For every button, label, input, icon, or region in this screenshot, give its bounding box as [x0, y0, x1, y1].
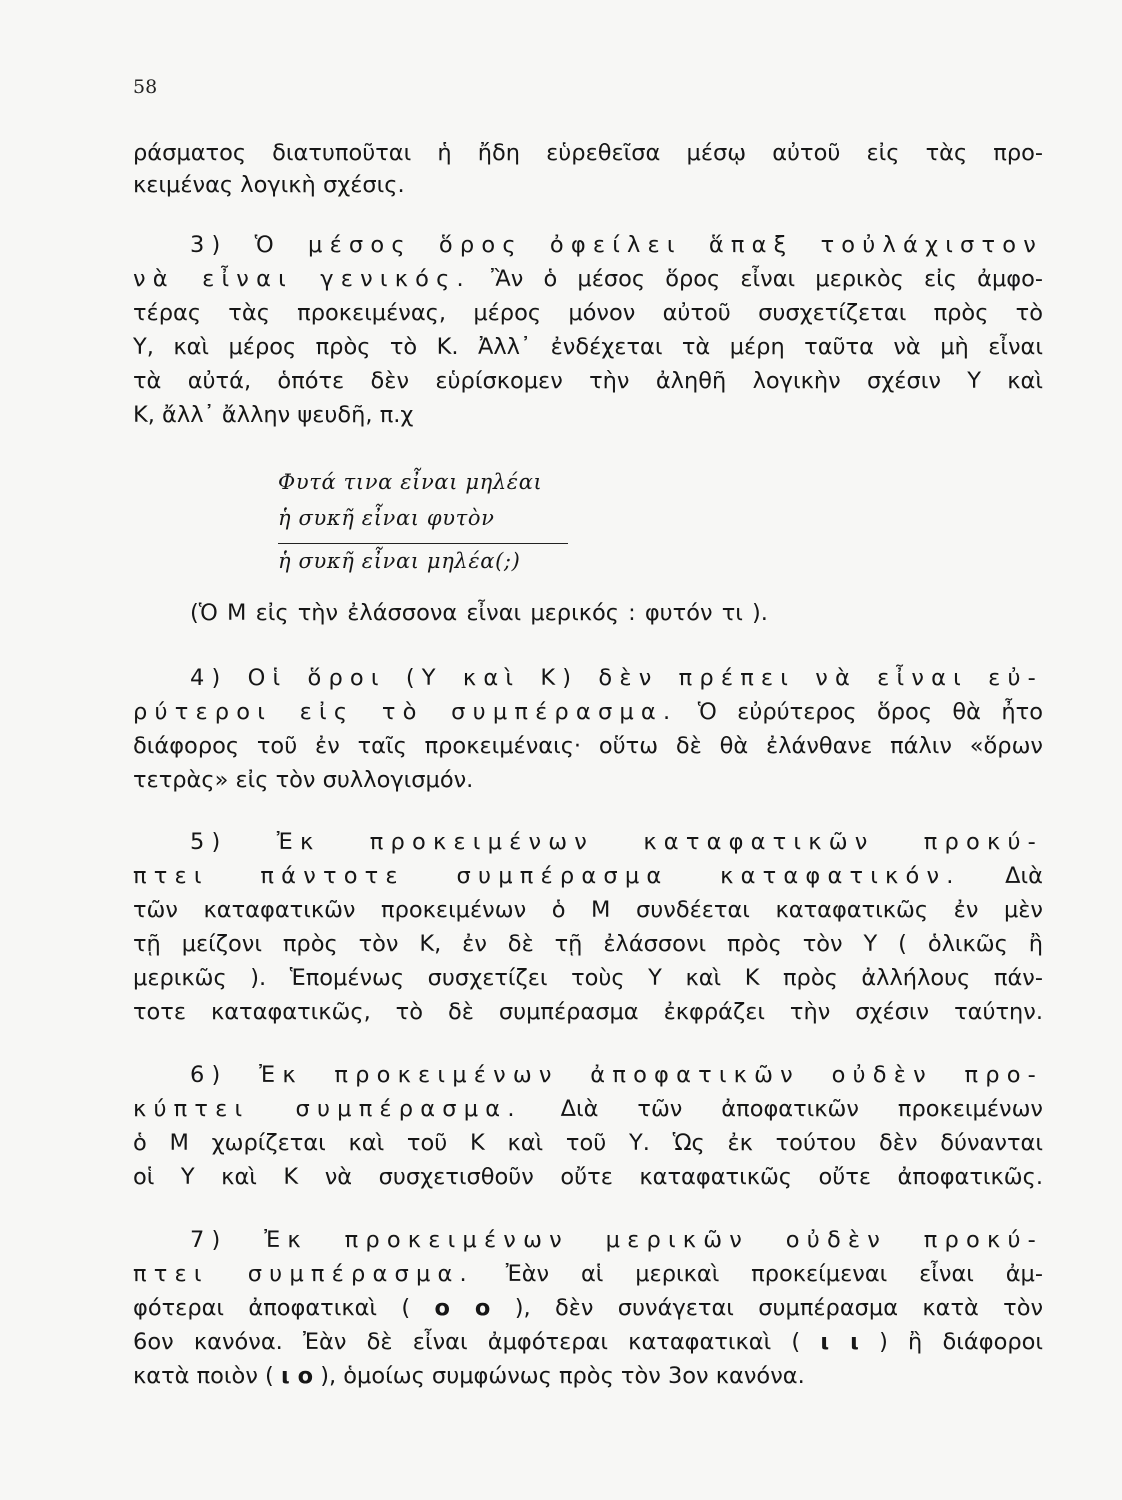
rule-4-heading-text: 4) Οἱ ὅροι (Υ καὶ Κ) δὲν πρέπει νὰ εἶναι εὐ-: [190, 665, 1043, 691]
rule-6-text: Διὰ τῶν ἀποφατικῶν προκειμένων: [521, 1096, 1043, 1122]
rule-6-heading-cont: κύπτει συμπέρασμα.: [133, 1096, 522, 1122]
rule-3-heading-text: 3) Ὁ μέσος ὅρος ὀφείλει ἅπαξ τοὐλάχιστον: [190, 232, 1043, 258]
text-line: τὰ αὐτά, ὁπότε δὲν εὑρίσκομεν τὴν ἀληθῆ λογικὴν σχέσιν Υ καὶ: [133, 368, 1043, 394]
rule-7-heading-text: 7) Ἐκ προκειμένων μερικῶν οὐδὲν προκύ-: [190, 1227, 1043, 1253]
example-divider: [278, 543, 568, 544]
rule-5-heading-text: 5) Ἐκ προκειμένων καταφατικῶν προκύ-: [190, 829, 1043, 855]
text-line: μερικῶς ). Ἑπομένως συσχετίζει τοὺς Υ καὶ Κ πρὸς ἀλλήλους πάν-: [133, 965, 1043, 991]
text-line: κειμένας λογικὴ σχέσις.: [133, 172, 405, 198]
example-premise-major: Φυτά τινα εἶναι μηλέαι: [278, 470, 543, 494]
text-line: διάφορος τοῦ ἐν ταῖς προκειμέναις· οὕτω δὲ θὰ ἐλάνθανε πάλιν «ὅρων: [133, 733, 1043, 759]
text-line: [133, 1326, 1043, 1358]
text-line: [133, 1292, 1043, 1324]
example-note: (Ὁ Μ εἰς τὴν ἐλάσσονα εἶναι μερικός : φυτόν τι ).: [190, 600, 768, 626]
text-line: τῇ μείζονι πρὸς τὸν Κ, ἐν δὲ τῇ ἐλάσσονι πρὸς τὸν Υ ( ὁλικῶς ἢ: [133, 931, 1043, 957]
text-line: τέρας τὰς προκειμένας, μέρος μόνον αὐτοῦ συσχετίζεται πρὸς τὸ: [133, 300, 1043, 326]
rule-7-text-g: ), ὁμοίως συμφώνως πρὸς τὸν 3ον κανόνα.: [320, 1363, 805, 1389]
text-line: [133, 1258, 1043, 1290]
rule-7-symbol-io: ι ο: [280, 1363, 314, 1389]
rule-4-heading-cont: ρύτεροι εἰς τὸ συμπέρασμα.: [133, 699, 678, 725]
rule-3-heading-cont: νὰ εἶναι γενικός.: [133, 266, 471, 292]
rule-7-text-f: κατὰ ποιὸν (: [133, 1363, 274, 1389]
rule-7-text: Ἐὰν αἱ μερικαὶ προκείμεναι εἶναι ἀμ-: [473, 1261, 1043, 1287]
rule-6-heading-text: 6) Ἐκ προκειμένων ἀποφατικῶν οὐδὲν προ-: [190, 1062, 1043, 1088]
text-line: ὁ Μ χωρίζεται καὶ τοῦ Κ καὶ τοῦ Υ. Ὡς ἐκ τούτου δὲν δύνανται: [133, 1130, 1043, 1156]
rule-4-text: Ὁ εὐρύτερος ὅρος θὰ ἦτο: [677, 699, 1043, 725]
text-line: τετρὰς» εἰς τὸν συλλογισμόν.: [133, 767, 474, 793]
text-line: Κ, ἄλλ᾽ ἄλλην ψευδῆ, π.χ: [133, 402, 414, 428]
rule-3-text: Ἂν ὁ μέσος ὅρος εἶναι μερικὸς εἰς ἀμφο-: [470, 266, 1044, 292]
rule-7-symbol-ii: ι ι: [820, 1329, 859, 1355]
rule-7-heading: [133, 1224, 1043, 1256]
example-premise-minor: ἡ συκῆ εἶναι φυτὸν: [278, 506, 495, 530]
text-line: [133, 1360, 1043, 1392]
text-line: [133, 1093, 1043, 1125]
text-line: [133, 860, 1043, 892]
text-line: Υ, καὶ μέρος πρὸς τὸ Κ. Ἀλλ᾽ ἐνδέχεται τὰ μέρη ταῦτα νὰ μὴ εἶναι: [133, 334, 1043, 360]
rule-7-text-a: φότεραι ἀποφατικαὶ (: [133, 1295, 411, 1321]
rule-5-text: Διὰ: [960, 863, 1043, 889]
rule-7-symbol-oo: ο ο: [434, 1295, 491, 1321]
rule-7-text-e: ) ἢ διάφοροι: [879, 1329, 1044, 1355]
rule-7-text-c: ), δὲν συνάγεται συμπέρασμα κατὰ τὸν: [514, 1295, 1044, 1321]
text-line: [133, 696, 1043, 728]
text-line: [133, 263, 1043, 295]
rule-5-heading: [133, 826, 1043, 858]
rule-3-heading: [133, 229, 1043, 261]
text-line: οἱ Υ καὶ Κ νὰ συσχετισθοῦν οὔτε καταφατικῶς οὔτε ἀποφατικῶς.: [133, 1164, 1043, 1190]
page-number: 58: [133, 76, 158, 98]
text-line: τῶν καταφατικῶν προκειμένων ὁ Μ συνδέεται καταφατικῶς ἐν μὲν: [133, 897, 1043, 923]
rule-7-heading-cont: πτει συμπέρασμα.: [133, 1261, 474, 1287]
example-conclusion: ἡ συκῆ εἶναι μηλέα(;): [278, 549, 521, 573]
text-line: τοτε καταφατικῶς, τὸ δὲ συμπέρασμα ἐκφράζει τὴν σχέσιν ταύτην.: [133, 999, 1043, 1025]
rule-6-heading: [133, 1059, 1043, 1091]
rule-7-text-d: 6ον κανόνα. Ἐὰν δὲ εἶναι ἀμφότεραι καταφατικαὶ (: [133, 1329, 801, 1355]
rule-5-heading-cont: πτει πάντοτε συμπέρασμα καταφατικόν.: [133, 863, 961, 889]
rule-4-heading: [133, 662, 1043, 694]
text-line: ράσματος διατυποῦται ἡ ἤδη εὑρεθεῖσα μέσῳ αὐτοῦ εἰς τὰς προ-: [133, 140, 1043, 166]
